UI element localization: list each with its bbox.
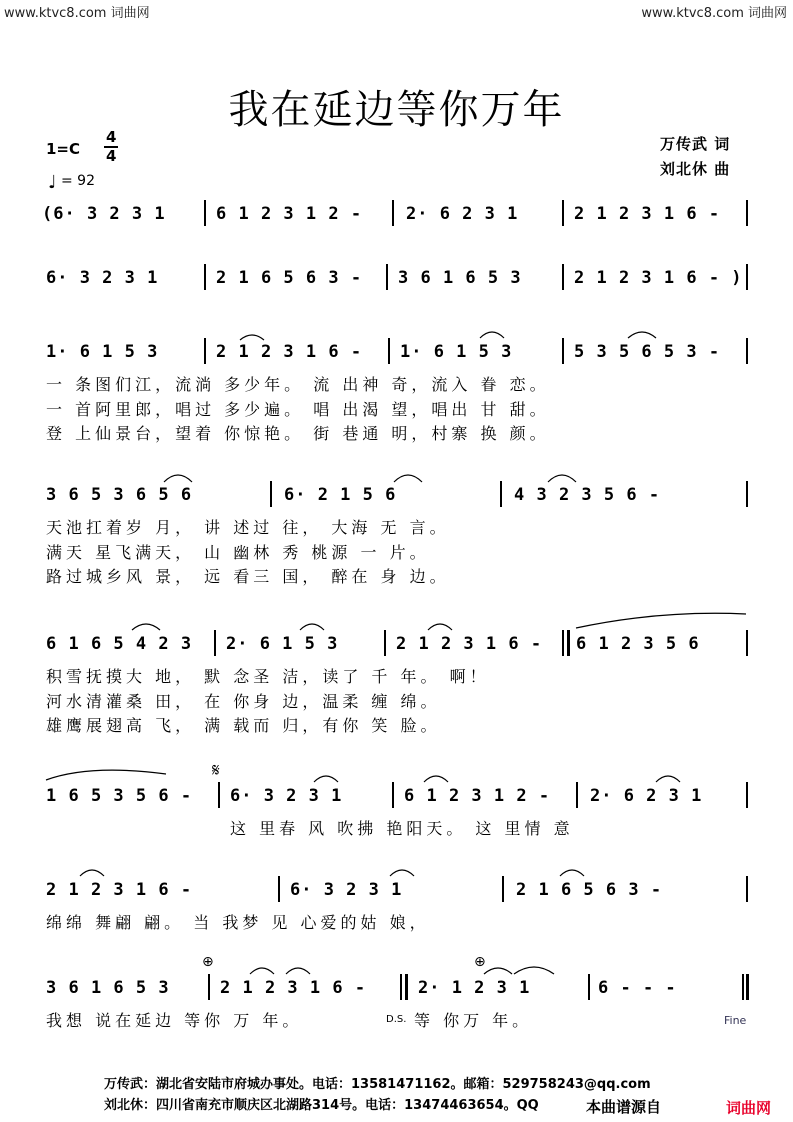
row-3-lyrics-verse-3: 登 上仙景台，望着 你惊艳。 街 巷通 明，村寨 换 颜。 xyxy=(46,424,550,443)
slur xyxy=(314,776,338,782)
row-4-lyrics-verse-2: 满天 星飞满天， 山 幽林 秀 桃源 一 片。 xyxy=(46,543,430,562)
page-title: 我在延边等你万年 xyxy=(228,87,565,133)
row-4-measure-1: 3 6 5 3 6 5 6 xyxy=(46,485,193,505)
row-5-measure-1: 6 1 6 5 4 2 3 xyxy=(46,634,193,654)
row-2-measure-1: 6· 3 2 3 1 xyxy=(46,268,159,288)
slur xyxy=(548,475,576,482)
row-2-measure-2: 2 1 6 5 6 3 - xyxy=(216,268,363,288)
row-3-measure-3: 1· 6 1 5 3 xyxy=(400,342,513,362)
slur xyxy=(390,870,414,876)
row-1-measure-2: 6 1 2 3 1 2 - xyxy=(216,204,363,224)
row-2-measure-4: 2 1 2 3 1 6 - ) xyxy=(574,268,743,288)
time-signature-top: 4 xyxy=(106,128,117,146)
slur xyxy=(480,332,504,338)
row-8-lyrics-a: 我想 说在延边 等你 万 年。 xyxy=(46,1011,303,1030)
slur xyxy=(240,335,264,340)
row-4-measure-3: 4 3 2 3 5 6 - xyxy=(514,485,661,505)
slur xyxy=(656,776,680,782)
source-label: 本曲谱源自 xyxy=(586,1098,662,1116)
row-1-measure-1: (6· 3 2 3 1 xyxy=(42,204,166,224)
row-3-lyrics-verse-1: 一 条图们江，流淌 多少年。 流 出神 奇，流入 眷 恋。 xyxy=(46,375,550,394)
tempo-mark: = 92 xyxy=(61,173,95,189)
slur xyxy=(484,968,512,974)
slur xyxy=(286,968,310,974)
slur xyxy=(428,624,452,630)
composer-contact: 刘北休：四川省南充市顺庆区北湖路314号。电话：13474463654。QQ xyxy=(104,1098,539,1113)
quarter-note-icon: ♩ xyxy=(48,172,57,193)
row-7-lyrics: 绵绵 舞翩 翩。 当 我梦 见 心爱的姑 娘， xyxy=(46,913,430,932)
row-6-measure-3: 6 1 2 3 1 2 - xyxy=(404,786,551,806)
segno-icon: 𝄋 xyxy=(212,760,220,781)
row-5-lyrics-verse-2: 河水清灌桑 田， 在 你身 边，温柔 缠 绵。 xyxy=(46,692,441,711)
row-4-lyrics-verse-1: 天池扛着岁 月， 讲 述过 往， 大海 无 言。 xyxy=(46,518,450,537)
slur xyxy=(514,967,554,974)
row-7-measure-3: 2 1 6 5 6 3 - xyxy=(516,880,663,900)
row-3-measure-2: 2 1 2 3 1 6 - xyxy=(216,342,363,362)
row-8-lyrics-b: 等 你万 年。 xyxy=(414,1011,533,1030)
slur xyxy=(424,776,448,782)
key-signature: 1=C xyxy=(46,140,81,158)
time-signature-bottom: 4 xyxy=(106,147,117,165)
lyricist-credit: 万传武 词 xyxy=(660,135,731,153)
coda-icon-left: ⊕ xyxy=(202,954,214,970)
row-6-measure-2: 6· 3 2 3 1 xyxy=(230,786,343,806)
row-7-measure-2: 6· 3 2 3 1 xyxy=(290,880,403,900)
row-8-measure-2: 2 1 2 3 1 6 - xyxy=(220,978,367,998)
row-5-measure-4: 6 1 2 3 5 6 xyxy=(576,634,700,654)
slur xyxy=(560,870,584,876)
row-4-measure-2: 6· 2 1 5 6 xyxy=(284,485,397,505)
lyricist-contact: 万传武：湖北省安陆市府城办事处。电话：13581471162。邮箱：529758243@qq.com xyxy=(104,1077,651,1092)
watermark-left: www.ktvc8.com 词曲网 xyxy=(4,6,150,21)
row-1-measure-3: 2· 6 2 3 1 xyxy=(406,204,519,224)
row-3-measure-4: 5 3 5 6 5 3 - xyxy=(574,342,721,362)
slur xyxy=(394,475,422,482)
row-2-measure-3: 3 6 1 6 5 3 xyxy=(398,268,522,288)
row-5-measure-2: 2· 6 1 5 3 xyxy=(226,634,339,654)
row-6-measure-4: 2· 6 2 3 1 xyxy=(590,786,703,806)
slur xyxy=(300,624,324,630)
row-5-lyrics-verse-3: 雄鹰展翅高 飞， 满 载而 归，有你 笑 脸。 xyxy=(46,716,441,735)
ds-mark: D.S. xyxy=(386,1014,407,1025)
row-7-measure-1: 2 1 2 3 1 6 - xyxy=(46,880,193,900)
slur xyxy=(164,475,192,482)
slur xyxy=(80,870,104,876)
site-badge: 词曲网 xyxy=(722,1095,775,1120)
row-8-measure-3: 2· 1 2 3 1 xyxy=(418,978,531,998)
row-3-measure-1: 1· 6 1 5 3 xyxy=(46,342,159,362)
watermark-right: www.ktvc8.com 词曲网 xyxy=(641,6,787,21)
row-6-lyrics: 这 里春 风 吹拂 艳阳天。 这 里情 意 xyxy=(230,819,574,838)
slur-long xyxy=(576,613,746,628)
row-8-measure-1: 3 6 1 6 5 3 xyxy=(46,978,170,998)
row-8-measure-4: 6 - - - xyxy=(598,978,677,998)
row-5-measure-3: 2 1 2 3 1 6 - xyxy=(396,634,543,654)
row-4-lyrics-verse-3: 路过城乡风 景， 远 看三 国， 醉在 身 边。 xyxy=(46,567,450,586)
slur-long xyxy=(46,770,166,780)
slur xyxy=(250,968,274,974)
slur xyxy=(628,332,656,338)
row-6-measure-1: 1 6 5 3 5 6 - xyxy=(46,786,193,806)
coda-icon-right: ⊕ xyxy=(474,954,486,970)
fine-mark: Fine xyxy=(724,1014,747,1027)
row-3-lyrics-verse-2: 一 首阿里郎，唱过 多少遍。 唱 出渴 望，唱出 甘 甜。 xyxy=(46,400,550,419)
composer-credit: 刘北休 曲 xyxy=(660,160,731,178)
slur xyxy=(132,624,160,630)
row-5-lyrics-verse-1: 积雪抚摸大 地， 默 念圣 洁，读了 千 年。 啊！ xyxy=(46,667,490,686)
row-1-measure-4: 2 1 2 3 1 6 - xyxy=(574,204,721,224)
